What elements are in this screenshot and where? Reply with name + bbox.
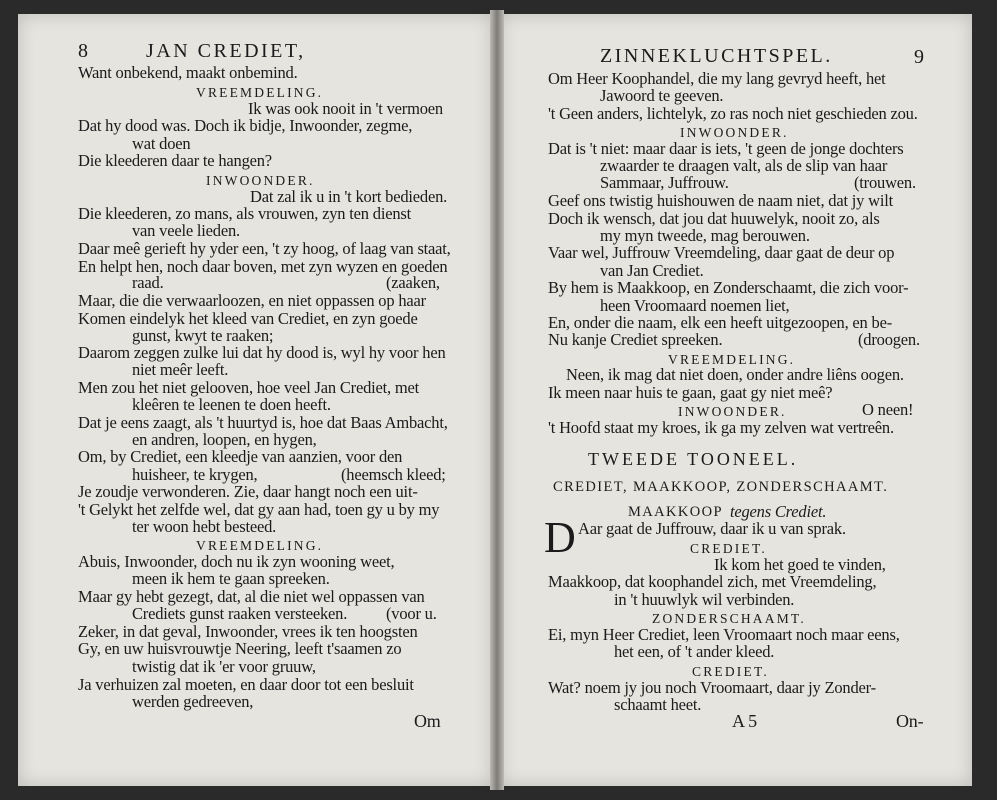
- text-line: Die kleederen daar te hangen?: [78, 151, 272, 170]
- text-line: Ei, myn Heer Crediet, leen Vroomaart noch maar eens,: [548, 625, 900, 644]
- left-running-head: JAN CREDIET,: [146, 40, 306, 62]
- text-line: En, onder die naam, elk een heeft uitgezoopen, en be-: [548, 313, 892, 332]
- drop-capital: D: [544, 513, 576, 562]
- text-line: schaamt heet.: [614, 695, 702, 714]
- text-line: Dat je eens zaagt, als 't huurtyd is, hoe dat Baas Ambacht,: [78, 413, 448, 432]
- text-line: Men zou het niet gelooven, hoe veel Jan Crediet, met: [78, 378, 420, 397]
- text-line: Aar gaat de Juffrouw, daar ik u van sprak.: [578, 519, 846, 538]
- text-line: Dat zal ik u in 't kort bedieden.: [250, 187, 448, 206]
- text-line: niet meêr leeft.: [132, 360, 229, 379]
- text-line: Die kleederen, zo mans, als vrouwen, zyn ten dienst: [78, 204, 411, 223]
- text-line: En helpt hen, noch daar boven, met zyn wyzen en goeden: [78, 257, 448, 276]
- text-line: my myn tweede, mag berouwen.: [600, 226, 810, 245]
- text-line: Maakkoop, dat koophandel zich, met Vreemdeling,: [548, 572, 877, 591]
- text-line: Wat? noem jy jou noch Vroomaart, daar jy Zonder-: [548, 678, 876, 697]
- text-line: Maar, die die verwaarloozen, en niet oppassen op haar: [78, 291, 426, 310]
- speaker-name: ZONDERSCHAAMT.: [652, 611, 806, 626]
- right-page-number: 9: [914, 46, 924, 68]
- text-line: in 't huuwlyk wil verbinden.: [614, 590, 795, 609]
- text-line: Ik was ook nooit in 't vermoen: [248, 99, 443, 118]
- text-line: (droogen.: [858, 330, 920, 349]
- text-line: 't Hoofd staat my kroes, ik ga my zelven wat vertreên.: [548, 418, 894, 437]
- text-line: gunst, kwyt te raaken;: [132, 326, 274, 345]
- text-line: Sammaar, Juffrouw.: [600, 173, 729, 192]
- text-line: Gy, en uw huisvrouwtje Neering, leeft t'saamen zo: [78, 639, 402, 658]
- text-line: huisheer, te krygen,: [132, 465, 258, 484]
- speaker-name: INWOONDER.: [206, 173, 315, 188]
- text-line: Jawoord te geeven.: [600, 86, 724, 105]
- text-line: O neen!: [862, 400, 914, 419]
- text-line: ter woon hebt besteed.: [132, 517, 277, 536]
- text-line: 't Gelykt het zelfde wel, dat gy aan had, toen gy u by my: [78, 500, 440, 519]
- text-line: (trouwen.: [854, 173, 916, 192]
- text-line: Dat hy dood was. Doch ik bidje, Inwoonder, zegme,: [78, 116, 413, 135]
- text-line: Je zoudje verwonderen. Zie, daar hangt noch een uit-: [78, 482, 418, 501]
- speaker-name: CREDIET.: [692, 664, 769, 679]
- text-line: Doch ik wensch, dat jou dat huuwelyk, nooit zo, als: [548, 209, 880, 228]
- text-line: Abuis, Inwoonder, doch nu ik zyn wooning weet,: [78, 552, 395, 571]
- text-line: Om Heer Koophandel, die my lang gevryd heeft, het: [548, 69, 886, 88]
- text-line: Neen, ik mag dat niet doen, onder andre liêns oogen.: [566, 365, 904, 384]
- text-line: van Jan Crediet.: [600, 261, 704, 280]
- text-line: Want onbekend, maakt onbemind.: [78, 63, 298, 82]
- text-line: wat doen: [132, 134, 191, 153]
- speaker-name: INWOONDER.: [678, 404, 787, 419]
- text-line: Om, by Crediet, een kleedje van aanzien, voor den: [78, 447, 403, 466]
- speaker-name: INWOONDER.: [680, 125, 789, 140]
- text-line: van veele lieden.: [132, 221, 240, 240]
- text-line: Ja verhuizen zal moeten, en daar door tot een besluit: [78, 675, 414, 694]
- text-line: Dat is 't niet: maar daar is iets, 't geen de jonge dochters: [548, 139, 904, 158]
- left-page-number: 8: [78, 40, 88, 62]
- text-line: twistig dat ik 'er voor gruuw,: [132, 657, 316, 676]
- scene-characters: CREDIET, MAAKKOOP, ZONDERSCHAAMT.: [553, 479, 889, 495]
- text-line: Geef ons twistig huishouwen de naam niet, dat jy wilt: [548, 191, 894, 210]
- text-line: Ik meen naar huis te gaan, gaat gy niet meê?: [548, 383, 833, 402]
- text-line: Daarom zeggen zulke lui dat hy dood is, wyl hy voor hen: [78, 343, 446, 362]
- speaker-name: CREDIET.: [690, 541, 767, 556]
- text-line: Vaar wel, Juffrouw Vreemdeling, daar gaat de deur op: [548, 243, 895, 262]
- text-line: werden gedreeven,: [132, 692, 254, 711]
- text-line: Nu kanje Crediet spreeken.: [548, 330, 723, 349]
- speaker-name: VREEMDELING.: [196, 85, 324, 100]
- catchword: Om: [414, 711, 441, 731]
- text-line: (heemsch kleed;: [341, 465, 446, 484]
- speaker-name: MAAKKOOP: [628, 504, 723, 520]
- catchword: On-: [896, 711, 924, 731]
- text-line: Zeker, in dat geval, Inwoonder, vrees ik ten hoogsten: [78, 622, 418, 641]
- text-line: raad.: [132, 273, 164, 292]
- text-line: Komen eindelyk het kleed van Crediet, en zyn goede: [78, 309, 418, 328]
- book-gutter: [490, 10, 504, 790]
- text-line: 't Geen anders, lichtelyk, zo ras noch niet geschieden zou.: [548, 104, 918, 123]
- speaker-name: VREEMDELING.: [668, 352, 796, 367]
- text-line: By hem is Maakkoop, en Zonderschaamt, die zich voor-: [548, 278, 909, 297]
- stage-direction: tegens Crediet.: [730, 502, 827, 521]
- signature-mark: A 5: [732, 711, 757, 731]
- text-line: kleêren te leenen te doen heeft.: [132, 395, 331, 414]
- text-line: heen Vroomaard noemen liet,: [600, 296, 790, 315]
- right-running-head: ZINNEKLUCHTSPEL.: [600, 45, 833, 67]
- text-line: (zaaken,: [386, 273, 440, 292]
- scene-heading: TWEEDE TOONEEL.: [588, 449, 799, 469]
- text-line: Maar gy hebt gezegt, dat, al die niet wel oppassen van: [78, 587, 425, 606]
- text-line: en andren, loopen, en hygen,: [132, 430, 317, 449]
- text-line: Crediets gunst raaken versteeken.: [132, 604, 348, 623]
- text-line: meen ik hem te gaan spreeken.: [132, 569, 330, 588]
- text-line: zwaarder te draagen valt, als de slip van haar: [600, 156, 888, 175]
- text-line: (voor u.: [386, 604, 437, 623]
- text-line: Daar meê gerieft hy yder een, 't zy hoog, of laag van staat,: [78, 239, 451, 258]
- speaker-name: VREEMDELING.: [196, 538, 324, 553]
- text-line: Ik kom het goed te vinden,: [714, 555, 886, 574]
- text-line: het een, of 't ander kleed.: [614, 642, 775, 661]
